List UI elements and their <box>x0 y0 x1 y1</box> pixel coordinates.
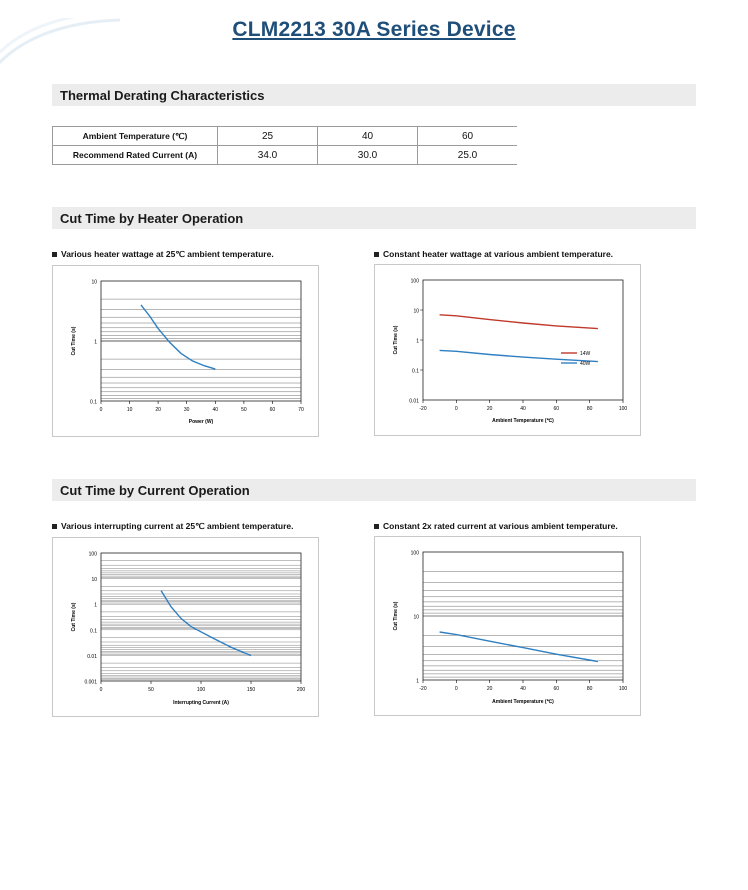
chart-heater-ambient <box>374 264 641 436</box>
svg-text:40: 40 <box>212 407 219 413</box>
svg-text:20: 20 <box>155 407 161 413</box>
svg-text:1: 1 <box>416 338 419 345</box>
current-right-caption-text: Constant 2x rated current at various ambient temperature. <box>383 521 618 531</box>
table-cell: 30.0 <box>318 146 418 165</box>
svg-text:10: 10 <box>126 407 133 413</box>
heater-left-caption-text: Various heater wattage at 25℃ ambient temperature. <box>61 249 274 259</box>
section-heading-current <box>52 479 696 501</box>
svg-text:100: 100 <box>88 551 97 558</box>
svg-text:20: 20 <box>486 406 493 412</box>
svg-text:10: 10 <box>413 614 419 621</box>
svg-text:1: 1 <box>94 339 97 346</box>
svg-text:80: 80 <box>586 406 593 412</box>
heater-charts-row <box>52 249 696 437</box>
svg-text:Interrupting Current (A): Interrupting Current (A) <box>173 700 229 706</box>
svg-text:0.01: 0.01 <box>87 653 97 660</box>
bullet-square-icon <box>374 252 379 257</box>
section-heading-heater-label: Cut Time by Heater Operation <box>60 210 244 226</box>
svg-text:10: 10 <box>413 308 419 315</box>
bullet-square-icon <box>52 252 57 257</box>
table-cell: 25 <box>218 127 318 146</box>
current-left-caption-text: Various interrupting current at 25℃ ambient temperature. <box>61 521 294 531</box>
svg-text:1: 1 <box>94 602 97 609</box>
bullet-square-icon <box>374 524 379 529</box>
svg-text:100: 100 <box>618 406 628 412</box>
svg-text:10: 10 <box>91 577 97 584</box>
chart-current-ambient <box>374 536 641 716</box>
heater-chart-left <box>52 249 319 437</box>
svg-text:100: 100 <box>410 278 419 285</box>
table-row <box>53 127 518 146</box>
svg-text:0: 0 <box>99 687 103 693</box>
thermal-derating-table <box>52 126 517 165</box>
svg-text:100: 100 <box>410 550 419 557</box>
svg-text:0.1: 0.1 <box>412 368 419 375</box>
svg-text:80: 80 <box>586 686 593 692</box>
table-cell: 60 <box>418 127 518 146</box>
svg-text:20: 20 <box>486 686 493 692</box>
svg-text:Cut Time (s): Cut Time (s) <box>71 602 77 632</box>
table-row <box>53 146 518 165</box>
section-heading-heater <box>52 207 696 229</box>
svg-text:150: 150 <box>246 687 256 693</box>
chart-current-interrupting <box>52 537 319 717</box>
svg-text:-20: -20 <box>419 406 427 412</box>
svg-text:0: 0 <box>454 686 458 692</box>
section-heading-thermal-label: Thermal Derating Characteristics <box>60 87 265 103</box>
table-row-header: Recommend Rated Current (A) <box>53 146 218 165</box>
heater-chart-right <box>374 249 641 437</box>
table-cell: 25.0 <box>418 146 518 165</box>
svg-text:Power (W): Power (W) <box>188 419 214 425</box>
svg-text:0.1: 0.1 <box>90 628 97 635</box>
svg-text:0.1: 0.1 <box>90 399 97 406</box>
section-heading-current-label: Cut Time by Current Operation <box>60 482 250 498</box>
table-cell: 34.0 <box>218 146 318 165</box>
svg-text:Cut Time (s): Cut Time (s) <box>393 601 399 631</box>
svg-text:100: 100 <box>618 686 628 692</box>
svg-text:0: 0 <box>454 406 458 412</box>
table-row-header: Ambient Temperature (℃) <box>53 127 218 146</box>
current-chart-right <box>374 521 641 717</box>
svg-text:60: 60 <box>553 406 560 412</box>
svg-text:14W: 14W <box>580 351 591 357</box>
svg-text:Ambient Temperature (℃): Ambient Temperature (℃) <box>492 418 554 424</box>
heater-left-caption <box>52 249 319 260</box>
svg-text:40: 40 <box>520 686 526 692</box>
svg-text:1: 1 <box>416 678 419 685</box>
current-right-caption <box>374 521 641 531</box>
current-charts-row <box>52 521 696 717</box>
svg-text:70: 70 <box>298 407 304 413</box>
chart-heater-wattage <box>52 265 319 437</box>
svg-text:60: 60 <box>269 407 276 413</box>
section-heading-thermal <box>52 84 696 106</box>
svg-text:Cut Time (s): Cut Time (s) <box>393 325 399 355</box>
svg-text:40: 40 <box>520 406 526 412</box>
svg-text:-20: -20 <box>419 686 427 692</box>
table-cell: 40 <box>318 127 418 146</box>
svg-text:0.01: 0.01 <box>409 398 419 405</box>
heater-right-caption-text: Constant heater wattage at various ambient temperature. <box>383 249 614 259</box>
svg-text:0: 0 <box>99 407 103 413</box>
svg-text:Ambient Temperature (℃): Ambient Temperature (℃) <box>492 699 554 705</box>
svg-text:10: 10 <box>91 279 97 286</box>
document-page <box>0 18 748 890</box>
svg-text:30: 30 <box>183 407 190 413</box>
svg-text:60: 60 <box>553 686 560 692</box>
svg-text:200: 200 <box>296 687 306 693</box>
current-left-caption <box>52 521 319 532</box>
current-chart-left <box>52 521 319 717</box>
svg-text:Cut Time (s): Cut Time (s) <box>71 326 77 356</box>
page-title: CLM2213 30A Series Device <box>232 18 516 41</box>
heater-right-caption <box>374 249 641 259</box>
svg-text:40W: 40W <box>580 361 591 367</box>
svg-text:50: 50 <box>148 687 154 693</box>
svg-text:50: 50 <box>241 407 247 413</box>
bullet-square-icon <box>52 524 57 529</box>
svg-text:100: 100 <box>196 687 206 693</box>
svg-text:0.001: 0.001 <box>84 679 97 686</box>
